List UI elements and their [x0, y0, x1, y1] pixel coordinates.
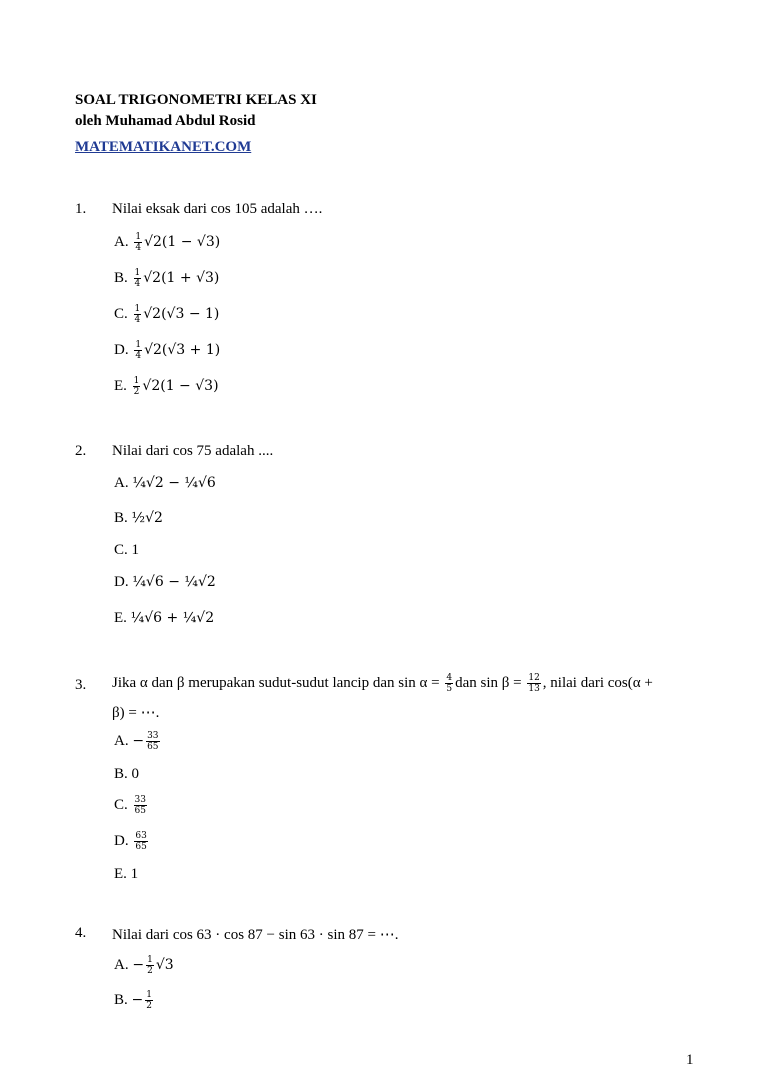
fraction: $\frac{33}{65}$	[147, 731, 159, 752]
fraction: $\frac{1}{2}$	[146, 990, 152, 1011]
answer-option[interactable]	[114, 304, 219, 325]
minus-sign: −	[132, 732, 145, 749]
option-letter: A.	[114, 732, 129, 749]
answer-option[interactable]	[114, 376, 219, 397]
question-number: 1.	[75, 201, 87, 217]
question-text-continued: β) = ⋯.	[112, 705, 160, 721]
fraction: $\frac{1}{4}$	[135, 340, 142, 361]
fraction: $\frac{33}{65}$	[134, 795, 146, 816]
author-line: oleh Muhamad Abdul Rosid	[75, 113, 256, 129]
fraction: $\frac{12}{13}$	[528, 673, 540, 694]
answer-option[interactable]	[114, 795, 149, 816]
answer-option[interactable]	[114, 766, 139, 783]
option-expression: √2(1 − √3)	[144, 233, 221, 250]
website-link[interactable]: MATEMATIKANET.COM	[75, 139, 252, 155]
option-expression: √2(√3 − 1)	[143, 305, 220, 322]
option-letter: D.	[114, 574, 129, 590]
answer-option[interactable]	[114, 574, 216, 591]
fraction: $\frac{63}{65}$	[135, 831, 147, 852]
fraction: $\frac{1}{2}$	[133, 376, 140, 397]
question-text: Nilai eksak dari cos 105 adalah ….	[112, 201, 323, 217]
fraction: $\frac{1}{4}$	[134, 268, 141, 289]
answer-option[interactable]	[114, 268, 219, 289]
question-text: Jika α dan β merupakan sudut-sudut lancip dan sin α = $\frac{4}{5}$ dan sin β = $\frac{12}{13}$ , nilai dari cos(α +	[112, 673, 653, 694]
answer-option[interactable]	[114, 475, 216, 492]
minus-sign: −	[132, 956, 145, 973]
question-number: 3.	[75, 677, 87, 693]
question-text: Nilai dari cos 75 adalah ....	[112, 443, 274, 459]
option-letter: B.	[114, 991, 128, 1008]
option-letter: C.	[114, 796, 128, 813]
answer-option[interactable]	[114, 542, 139, 559]
option-expression: √2(√3 + 1)	[144, 341, 221, 358]
fraction: $\frac{1}{4}$	[135, 232, 142, 253]
option-expression: √2(1 − √3)	[142, 377, 219, 394]
option-expression: 0	[131, 766, 140, 782]
page-number: 1	[686, 1052, 694, 1068]
option-expression: ¼√6 + ¼√2	[130, 610, 215, 626]
answer-option[interactable]	[114, 510, 163, 527]
option-letter: A.	[114, 233, 129, 250]
answer-option[interactable]	[114, 232, 220, 253]
answer-option[interactable]	[114, 831, 150, 852]
option-letter: B.	[114, 510, 128, 526]
answer-option[interactable]	[114, 731, 162, 752]
option-letter: E.	[114, 866, 127, 882]
option-letter: C.	[114, 542, 128, 558]
answer-option[interactable]	[114, 990, 155, 1011]
option-letter: E.	[114, 377, 127, 394]
option-letter: B.	[114, 269, 128, 286]
option-letter: B.	[114, 766, 128, 782]
option-letter: C.	[114, 305, 128, 322]
option-expression: ½√2	[131, 510, 163, 526]
answer-option[interactable]	[114, 955, 174, 976]
fraction: $\frac{1}{4}$	[134, 304, 141, 325]
question-number: 4.	[75, 925, 87, 941]
option-expression: ¼√6 − ¼√2	[132, 574, 216, 590]
answer-option[interactable]	[114, 866, 138, 883]
option-letter: A.	[114, 475, 129, 491]
document-title: SOAL TRIGONOMETRI KELAS XI	[75, 92, 317, 108]
answer-option[interactable]	[114, 610, 214, 627]
option-letter: A.	[114, 956, 129, 973]
option-expression: √2(1 + √3)	[143, 269, 220, 286]
fraction: $\frac{4}{5}$	[446, 673, 453, 694]
option-expression: √3	[155, 956, 174, 973]
question-number: 2.	[75, 443, 87, 459]
option-letter: E.	[114, 610, 127, 626]
option-expression: ¼√2 − ¼√6	[132, 475, 216, 491]
minus-sign: −	[131, 991, 144, 1008]
answer-option[interactable]	[114, 340, 220, 361]
option-letter: D.	[114, 832, 129, 849]
fraction: $\frac{1}{2}$	[147, 955, 153, 976]
option-expression: 1	[130, 866, 139, 882]
question-text: Nilai dari cos 63 · cos 87 − sin 63 · sin 87 = ⋯.	[112, 927, 399, 943]
option-expression: 1	[131, 542, 140, 558]
option-letter: D.	[114, 341, 129, 358]
